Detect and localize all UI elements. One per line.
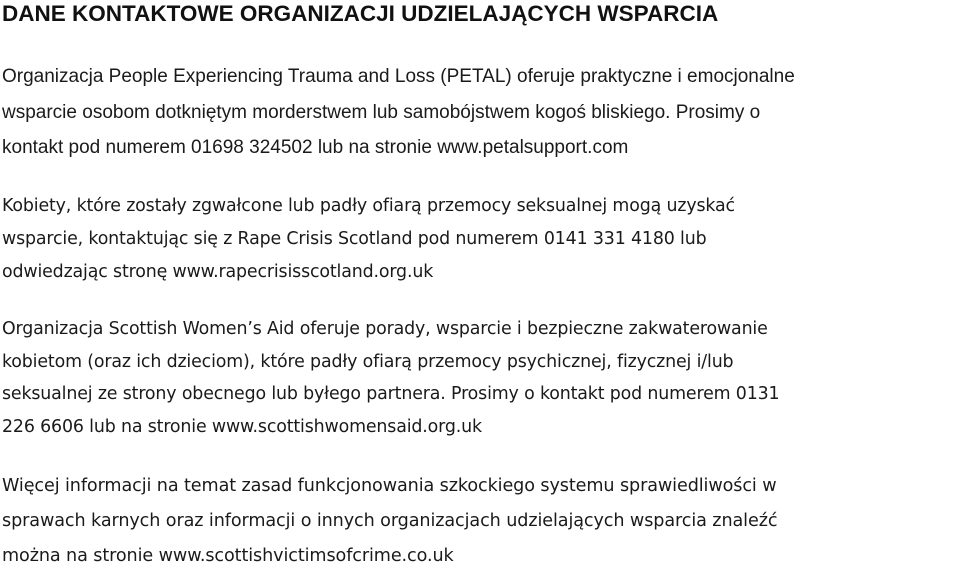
paragraph-womens-aid <box>2 313 958 443</box>
paragraph-line: Kobiety, które zostały zgwałcone lub padły ofiarą przemocy seksualnej mogą uzyskać <box>2 196 735 216</box>
paragraph-line: 226 6606 lub na stronie www.scottishwomensaid.org.uk <box>2 416 482 437</box>
paragraph-line: kobietom (oraz ich dzieciom), które padły ofiarą przemocy psychicznej, fizycznej i/lub <box>2 351 734 372</box>
paragraph-line: odwiedzając stronę www.rapecrisisscotland.org.uk <box>2 262 434 282</box>
paragraph-line: Organizacja Scottish Women’s Aid oferuje porady, wsparcie i bezpieczne zakwaterowanie <box>2 319 768 339</box>
paragraph-line: wsparcie, kontaktując się z Rape Crisis Scotland pod numerem 0141 331 4180 lub <box>2 229 707 249</box>
paragraph-line: wsparcie osobom dotkniętym morderstwem lub samobójstwem kogoś bliskiego. Prosimy o <box>2 101 761 123</box>
paragraph-line: Organizacja People Experiencing Trauma and Loss (PETAL) oferuje praktyczne i emocjonalne <box>2 66 795 87</box>
paragraph-line: seksualnej ze strony obecnego lub byłego partnera. Prosimy o kontakt pod numerem 0131 <box>2 384 780 404</box>
paragraph-rape-crisis <box>2 190 958 289</box>
paragraph-more-info <box>2 469 958 574</box>
paragraph-line: sprawach karnych oraz informacji o innych organizacjach udzielających wsparcia znaleźć <box>2 511 778 531</box>
paragraph-petal <box>2 59 958 166</box>
paragraph-line: Więcej informacji na temat zasad funkcjonowania szkockiego systemu sprawiedliwości w <box>2 476 777 496</box>
paragraph-line: kontakt pod numerem 01698 324502 lub na stronie www.petalsupport.com <box>2 137 629 158</box>
document-heading: DANE KONTAKTOWE ORGANIZACJI UDZIELAJĄCYCH WSPARCIA <box>2 1 719 26</box>
paragraph-line: można na stronie www.scottishvictimsofcrime.co.uk <box>2 546 454 566</box>
